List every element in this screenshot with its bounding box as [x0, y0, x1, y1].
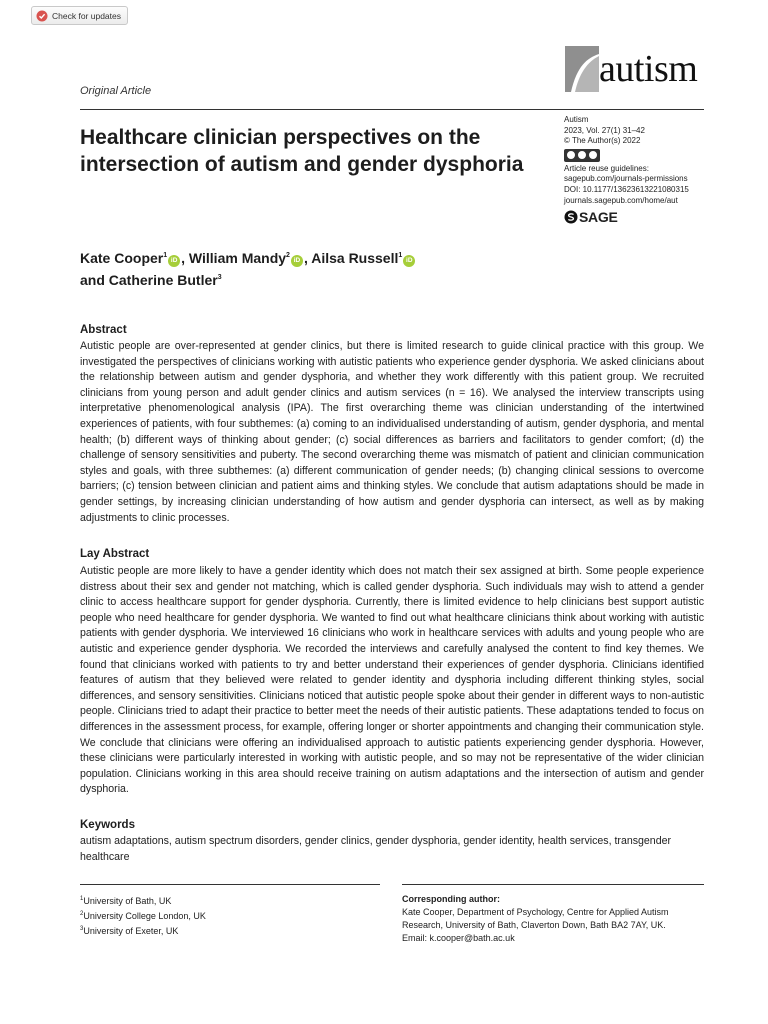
update-icon: [36, 10, 48, 22]
author-affiliation-mark: 1: [398, 252, 403, 259]
lay-abstract-text: Autistic people are more likely to have a gender identity which does not match their sex assigned at birth. Some people experience distress about their sex and gender not matching, which is called gender dysphoria. Such individuals may wish to attend a gender clinic to access healthcare support for gender dysphoria. Currently, there is limited evidence to help clinicians best support autistic people who need healthcare for gender dysphoria. We wanted to find out what healthcare clinicians think about working with autistic patients with gender dysphoria. We interviewed 16 clinicians who work in healthcare services with adults and young people who are autistic and experience gender dysphoria. We recorded the interviews and carefully analysed the content to find key themes. We found that clinicians worked with patients to try and better understand their experiences of gender dysphoria. Clinicians identified features of autism that they believed were related to gender identity and dysphoria including different thinking styles, social differences, and sensory sensitivities. Clinicians noticed that autistic people spoke about their gender in different ways to non-autistic people. Clinicians tried to adapt their practice to better meet the needs of their autistic patients. These adaptations tended to focus on differences in the assessment process, for example, offering longer or shorter appointments and changing their communication style. We conclude that clinicians were offering an individualised approach to autistic patients experiencing gender dysphoria. However, these clinicians were particularly interested in working with autistic people, and so may not be representative of the wider clinician population. Clinicians working in this area should receive training on autism adaptations and the intersection of autism and gender dysphoria.: [80, 565, 704, 796]
publisher-name: SAGE: [579, 208, 618, 225]
header-divider: [80, 109, 704, 110]
creative-commons-icon: [564, 149, 600, 162]
corresponding-author-email[interactable]: Email: k.cooper@bath.ac.uk: [402, 933, 515, 943]
journal-logo: [563, 42, 705, 94]
keywords-text: autism adaptations, autism spectrum disorders, gender clinics, gender dysphoria, gender identity, health services, transgender healthcare: [80, 835, 672, 863]
article-title: Healthcare clinician perspectives on the intersection of autism and gender dysphoria: [80, 126, 524, 176]
affiliations: [80, 893, 206, 938]
keywords-heading: Keywords: [80, 819, 135, 831]
reuse-guidelines: Article reuse guidelines:: [564, 163, 649, 173]
sage-icon: [564, 210, 578, 224]
abstract-text: Autistic people are over-represented at gender clinics, but there is limited research to guide clinical practice with this group. We investigated the perspectives of clinicians working with autistic patients who experience gender dysphoria. We asked clinicians about the relationship between autism and gender dysphoria, and whether they work differently with this patient group. We recruited clinicians from young person and adult gender clinics and autism services (n = 16). We analysed the interview transcripts using interpretative phenomenological analysis (IPA). The first overarching theme was clinician understanding of the intertwined experiences of patients, with four subthemes: (a) coming to an individualised understanding of autism, gender dysphoria, and mental health; (b) different ways of thinking about gender; (c) social differences as barriers and facilitators to gender comfort; (d) the challenge of sensory sensitivities and puberty. The second overarching theme was mismatch of patient and clinician communication styles and goals, with three subthemes: (a) different communication of gender needs; (b) changing clinical sessions to overcome barriers; (c) tension between clinician and patient aims and thinking styles. We conclude that autism adaptations should be made in gender settings, by increasing clinician understanding of how autism and gender dysphoria can intersect, as well as by making adjustments to clinic processes.: [80, 340, 704, 524]
affiliation-item: $^2$University College London, UK: [80, 911, 206, 921]
affiliation-item: $^1$University of Bath, UK: [80, 896, 172, 906]
abstract-heading: Abstract: [80, 324, 127, 336]
corresponding-author-address: Research, University of Bath, Claverton Down, Bath BA2 7AY, UK.: [402, 920, 666, 930]
footnote-divider: [80, 884, 380, 885]
author-name: William Mandy: [188, 250, 287, 266]
author-name: and Catherine Butler: [80, 272, 218, 288]
volume-info: 2023, Vol. 27(1) 31–42: [564, 125, 645, 135]
footnote-divider: [402, 884, 704, 885]
affiliation-item: $^3$University of Exeter, UK: [80, 926, 179, 936]
journal-logo-icon: [563, 44, 603, 94]
journal-logo-text: autism: [599, 48, 698, 90]
check-for-updates-label: Check for updates: [52, 10, 121, 21]
copyright-notice: © The Author(s) 2022: [564, 136, 641, 146]
author-affiliation-mark: 2: [286, 252, 290, 259]
author-name: Ailsa Russell: [311, 250, 399, 266]
orcid-icon[interactable]: iD: [168, 255, 180, 267]
corresponding-author-address: Kate Cooper, Department of Psychology, Centre for Applied Autism: [402, 907, 669, 917]
corresponding-author-heading: Corresponding author:: [402, 894, 500, 904]
author-name: Kate Cooper: [80, 250, 164, 266]
orcid-icon[interactable]: iD: [403, 255, 415, 267]
corresponding-author: [402, 893, 704, 945]
check-for-updates-button[interactable]: [31, 6, 128, 25]
author-affiliation-mark: 1: [163, 252, 168, 259]
author-affiliation-mark: 3: [217, 274, 222, 281]
orcid-icon[interactable]: iD: [291, 255, 303, 267]
author-list: Kate Cooper$^1$iD , William Mandy$^2$iD , Ailsa Russell$^1$iD and Catherine Butler$^3$: [80, 246, 540, 290]
journal-name: Autism: [564, 115, 589, 124]
doi-link[interactable]: DOI: 10.1177/13623613221080315: [564, 185, 689, 195]
publisher-logo: [564, 210, 714, 224]
article-type: Original Article: [80, 85, 152, 97]
journal-homepage-link[interactable]: journals.sagepub.com/home/aut: [564, 195, 678, 205]
article-metadata: [564, 115, 714, 224]
lay-abstract-heading: Lay Abstract: [80, 548, 150, 560]
permissions-link[interactable]: sagepub.com/journals-permissions: [564, 174, 688, 184]
